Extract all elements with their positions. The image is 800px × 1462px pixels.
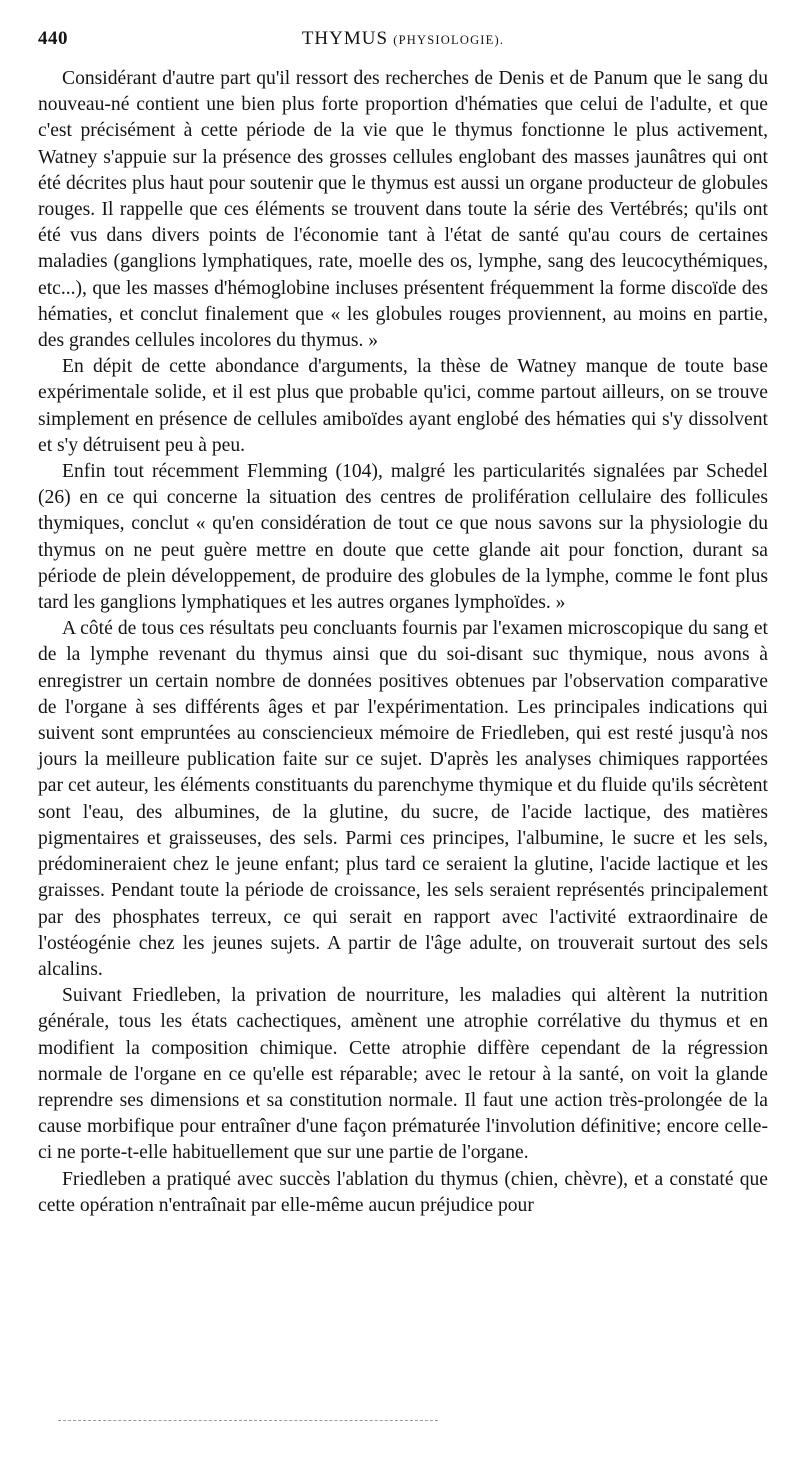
body-text [38, 66, 768, 1219]
book-page [38, 28, 768, 1219]
page-header [38, 28, 768, 56]
paragraph-friedleben-atrophy: Suivant Friedleben, la privation de nourriture, les maladies qui altèrent la nutrition générale, tous les états cachectiques, amènent une atrophie corrélative du thymus et en modifient la composition chimique. Cette atrophie diffère cependant de la régression normale de l'organe en ce qu'elle est réparable; avec le retour à la santé, on voit la glande reprendre ses dimensions et sa constitution normale. Il faut une action très-prolongée de la cause morbifique pour entraîner d'une façon prématurée l'involution définitive; encore celle-ci ne porte-t-elle habituellement que sur une partie de l'organe. [38, 985, 768, 1164]
footer-rule [58, 1420, 438, 1421]
running-title-subtitle: (PHYSIOLOGIE). [393, 33, 505, 47]
running-title-main: THYMUS [301, 28, 389, 49]
paragraph-watney-hypothesis: Considérant d'autre part qu'il ressort des recherches de Denis et de Panum que le sang du nouveau-né contient une bien plus forte proportion d'hématies que celui de l'adulte, et que c'est précisément à cette période de la vie que le thymus fonctionne le plus activement, Watney s'appuie sur la présence des grosses cellules englobant des masses jaunâtres qui ont été décrites plus haut pour soutenir que le thymus est aussi un organe producteur de globules rouges. Il rappelle que ces éléments se trouvent dans toute la série des Vertébrés; qu'ils ont été vus dans divers points de l'économie tant à l'état de santé qu'au cours de certaines maladies (ganglions lymphatiques, rate, moelle des os, lymphe, sang des leucocythémiques, etc...), que les masses d'hémoglobine incluses présentent fréquemment la forme discoïde des hématies, et conclut finalement que « les globules rouges proviennent, au moins en partie, des grandes cellules incolores du thymus. » [38, 68, 768, 352]
paragraph-critique: En dépit de cette abondance d'arguments, la thèse de Watney manque de toute base expérimentale solide, et il est plus que probable qu'ici, comme partout ailleurs, on se trouve simplement en présence de cellules amiboïdes ayant englobé des hématies qui s'y dissolvent et s'y détruisent peu à peu. [38, 356, 768, 456]
paragraph-friedleben-chemistry: A côté de tous ces résultats peu concluants fournis par l'examen microscopique du sang et de la lymphe revenant du thymus ainsi que du soi-disant suc thymique, nous avons à enregistrer un certain nombre de données positives obtenues par l'observation comparative de l'organe à ses différents âges et par l'expérimentation. Les principales indications qui suivent sont empruntées au consciencieux mémoire de Friedleben, qui est resté jusqu'à nos jours la meilleure publication faite sur ce sujet. D'après les analyses chimiques rapportées par cet auteur, les éléments constituants du parenchyme thymique et du fluide qu'ils sécrètent sont l'eau, des albumines, de la glutine, du sucre, de l'acide lactique, des matières pigmentaires et graisseuses, des sels. Parmi ces principes, l'albumine, le sucre et les sels, prédomineraient chez le jeune enfant; plus tard ce seraient la glutine, l'acide lactique et les graisses. Pendant toute la période de croissance, les sels seraient représentés principalement par des phosphates terreux, ce qui serait en rapport avec l'activité extraordinaire de l'ostéogénie chez les jeunes sujets. A partir de l'âge adulte, on trouverait surtout des sels alcalins. [38, 618, 768, 980]
paragraph-friedleben-ablation: Friedleben a pratiqué avec succès l'ablation du thymus (chien, chèvre), et a constaté que cette opération n'entraînait par elle-même aucun préjudice pour [38, 1168, 768, 1216]
page-number: 440 [38, 28, 68, 49]
paragraph-flemming: Enfin tout récemment Flemming (104), malgré les particularités signalées par Schedel (26) en ce qui concerne la situation des centres de prolifération cellulaire des follicules thymiques, conclut « qu'en considération de tout ce que nous savons sur la physiologie du thymus on ne peut guère mettre en doute que cette glande ait pour fonction, durant sa période de plein développement, de produire des globules de la lymphe, comme le font plus tard les ganglions lymphatiques et les autres organes lymphoïdes. » [38, 461, 768, 614]
running-title [38, 28, 768, 50]
